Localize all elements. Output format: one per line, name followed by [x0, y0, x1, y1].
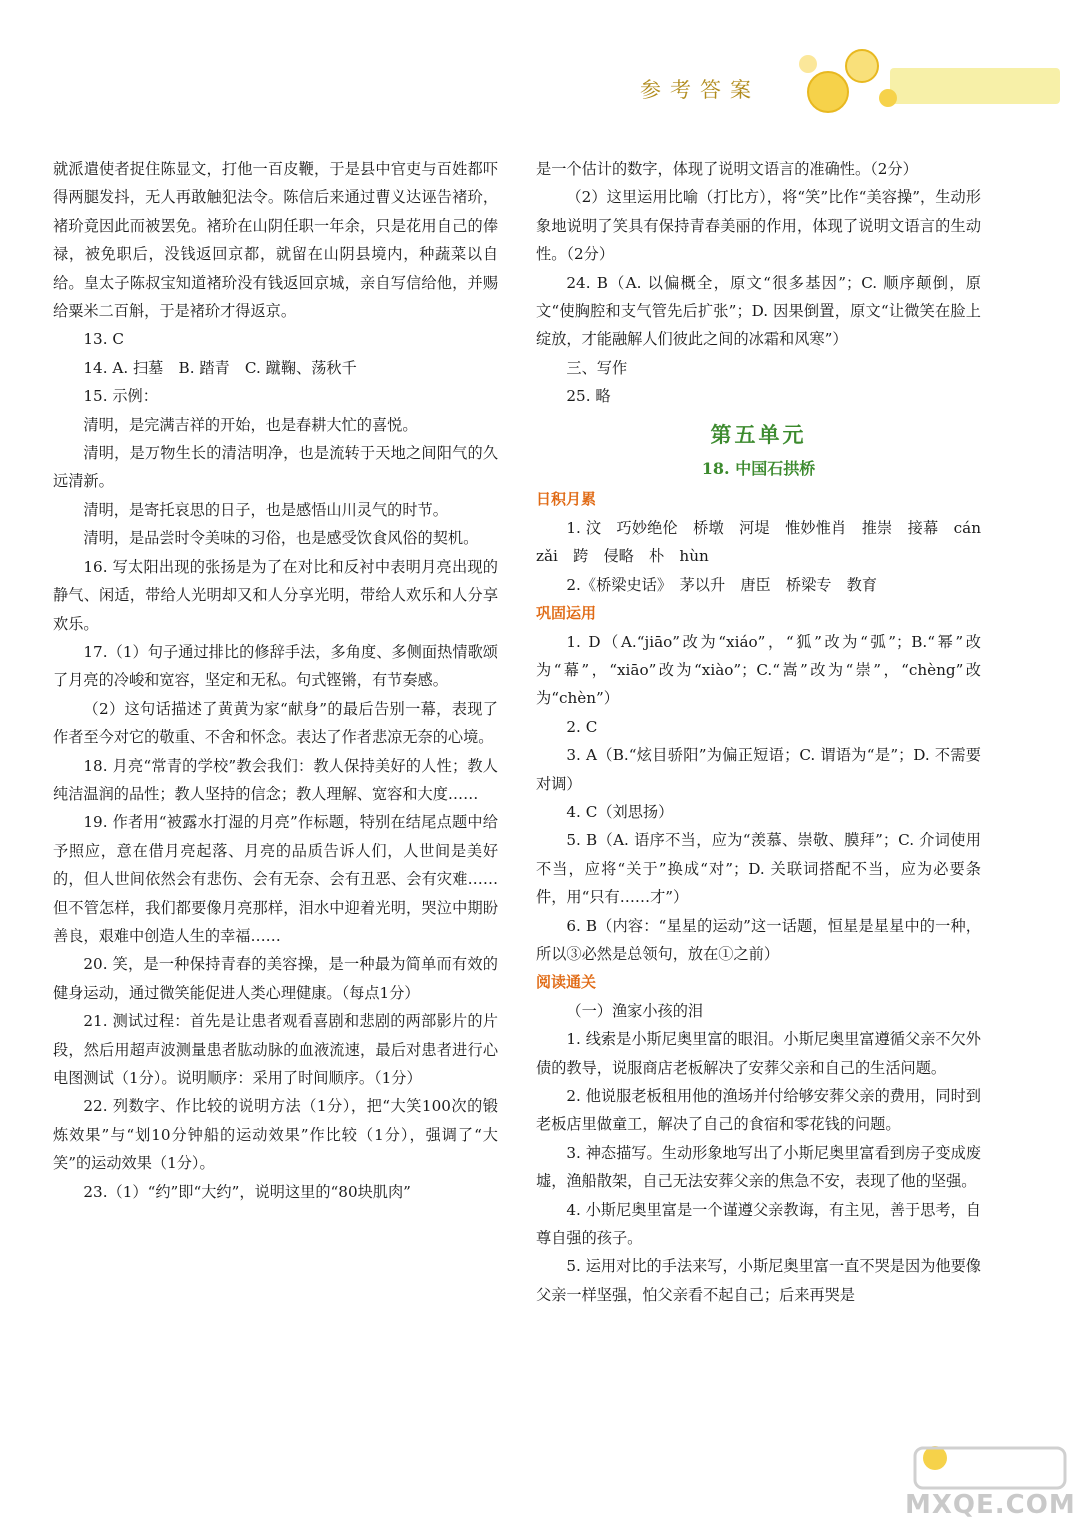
right-column: [536, 155, 997, 1309]
answer-17-2: （2）这句话描述了黄黄为家“献身”的最后告别一幕，表现了作者至今对它的敬重、不舍和怀念。表达了作者悲凉无奈的心境。: [53, 699, 498, 747]
answer-24: 24. B（A. 以偏概全，原文“很多基因”；C. 顺序颠倒，原文“使胸腔和支气管先后扩张”；D. 因果倒置，原文“让微笑在脸上绽放，才能融解人们彼此之间的冰霜和风寒”）: [536, 273, 981, 349]
reading-subtitle: （一）渔家小孩的泪: [566, 1001, 704, 1020]
list-item: 4. 小斯尼奥里富是一个谨遵父亲教诲，有主见，善于思考，自尊自强的孩子。: [536, 1200, 981, 1248]
answer-21: 21. 测试过程：首先是让患者观看喜剧和悲剧的两部影片的片段，然后用超声波测量患者肱动脉的血液流速，最后对患者进行心电图测试（1分）。说明顺序：采用了时间顺序。（1分）: [53, 1012, 498, 1087]
list-item: 5. 运用对比的手法来写，小斯尼奥里富一直不哭是因为他要像父亲一样坚强，怕父亲看不起自己；后来再哭是: [536, 1257, 981, 1304]
unit-title: 第五单元: [710, 421, 807, 447]
answer-20: 20. 笑，是一种保持青春的美容操，是一种最为简单而有效的健身运动，通过微笑能促进人类心理健康。（每点1分）: [53, 955, 498, 1002]
answer-paragraph: 就派遣使者捉住陈显文，打他一百皮鞭，于是县中官吏与百姓都吓得两腿发抖，无人再敢触犯法令。陈信后来通过曹义达诬告褚玠，褚玠竟因此而被罢免。褚玠在山阴任职一年余，只是花用自己的俸禄，被免职后，没钱返回京都，就留在山阴县境内，种蔬菜以自给。皇太子陈叔宝知道褚玠没有钱返回京城，亲自写信给他，并赐给粟米二百斛，于是褚玠才得返京。: [53, 160, 498, 321]
answer-23-1: 23.（1）“约”即“大约”，说明这里的“80块肌肉”: [83, 1182, 411, 1201]
bubble-decoration-icon: [790, 40, 1070, 130]
section-heading-practice: 巩固运用: [536, 604, 597, 623]
answer-25: 25. 略: [566, 387, 611, 406]
left-column: [53, 155, 498, 1206]
answer-16: 16. 写太阳出现的张扬是为了在对比和反衬中表明月亮出现的静气、闲适，带给人光明却又和人分享光明，带给人欢乐和人分享欢乐。: [53, 557, 498, 633]
answer-23-2: （2）这里运用比喻（打比方），将“笑”比作“美容操”，生动形象地说明了笑具有保持青春美丽的作用，体现了说明文语言的生动性。（2分）: [536, 188, 981, 264]
section-heading-accumulation: 日积月累: [536, 490, 597, 509]
answer-15-example: 清明，是寄托哀思的日子，也是感悟山川灵气的时节。: [83, 500, 448, 519]
list-item: 4. C（刘思扬）: [566, 802, 674, 821]
answer-18: 18. 月亮“常青的学校”教会我们：教人保持美好的人性；教人纯洁温润的品性；教人坚持的信念；教人理解、宽容和大度……: [53, 756, 498, 803]
answer-19: 19. 作者用“被露水打湿的月亮”作标题，特别在结尾点题中给予照应，意在借月亮起落、月亮的品质告诉人们，人世间是美好的，但人世间依然会有悲伤、会有无奈、会有丑恶、会有灾难……但不管怎样，我们都要像月亮那样，泪水中迎着光明，哭泣中期盼善良，艰难中创造人生的幸福……: [53, 813, 498, 945]
answer-23-cont: 是一个估计的数字，体现了说明文语言的准确性。（2分）: [536, 160, 918, 178]
watermark-logo-icon: [895, 1440, 1075, 1536]
answer-15-example: 清明，是完满吉祥的开始，也是春耕大忙的喜悦。: [83, 415, 418, 434]
list-item: 5. B（A. 语序不当，应为“羡慕、崇敬、膜拜”；C. 介词使用不当，应将“关于”换成“对”；D. 关联词搭配不当，应为必要条件，用“只有……才”）: [536, 831, 981, 907]
list-item: 1. D（A.“jiāo”改为“xiáo”，“狐”改为“弧”；B.“幂”改为“幕”，“xiāo”改为“xiào”；C.“嵩”改为“崇”，“chèng”改为“chèn”）: [536, 632, 981, 708]
answer-17-1: 17.（1）句子通过排比的修辞手法，多角度、多侧面热情歌颂了月亮的冷峻和宽容，坚定和无私。句式铿锵，有节奏感。: [53, 642, 498, 690]
answer-15-example: 清明，是万物生长的清洁明净，也是流转于天地之间阳气的久远清新。: [53, 444, 498, 491]
list-item: 1. 汶 巧妙绝伦 桥墩 河堤 惟妙惟肖 推崇 接幕 cán zǎi 跨 侵略 朴 hùn: [536, 518, 997, 566]
list-item: 1. 线索是小斯尼奥里富的眼泪。小斯尼奥里富遵循父亲不欠外债的教导，说服商店老板解决了安葬父亲和自己的生活问题。: [536, 1030, 981, 1077]
list-item: 2. C: [566, 717, 598, 736]
list-item: 6. B（内容：“星星的运动”这一话题，恒星是星星中的一种，所以③必然是总领句，放在①之前）: [536, 916, 981, 963]
answer-13: 13. C: [83, 330, 124, 349]
list-item: 3. A（B.“炫目骄阳”为偏正短语；C. 谓语为“是”；D. 不需要对调）: [536, 746, 981, 793]
answer-15: 15. 示例：: [83, 387, 158, 406]
header-title: 参考答案: [640, 78, 760, 102]
answer-14: 14. A. 扫墓 B. 踏青 C. 蹴鞠、荡秋千: [83, 358, 357, 377]
answer-22: 22. 列数字、作比较的说明方法（1分），把“大笑100次的锻炼效果”与“划10分钟船的运动效果”作比较（1分），强调了“大笑”的运动效果（1分）。: [53, 1097, 498, 1173]
answer-15-example: 清明，是品尝时令美味的习俗，也是感受饮食风俗的契机。: [83, 529, 479, 548]
section-heading-reading: 阅读通关: [536, 973, 597, 992]
lesson-title: 18. 中国石拱桥: [701, 459, 816, 479]
list-item: 2.《桥梁史话》 茅以升 唐臣 桥梁专 教育: [566, 575, 878, 594]
list-item: 3. 神态描写。生动形象地写出了小斯尼奥里富看到房子变成废墟，渔船散架，自己无法安葬父亲的焦急不安，表现了他的坚强。: [536, 1143, 981, 1191]
watermark-text: MXQE.COM: [905, 1490, 1076, 1520]
list-item: 2. 他说服老板租用他的渔场并付给够安葬父亲的费用，同时到老板店里做童工，解决了自己的食宿和零花钱的问题。: [536, 1087, 981, 1134]
section-writing: 三、写作: [566, 358, 628, 377]
